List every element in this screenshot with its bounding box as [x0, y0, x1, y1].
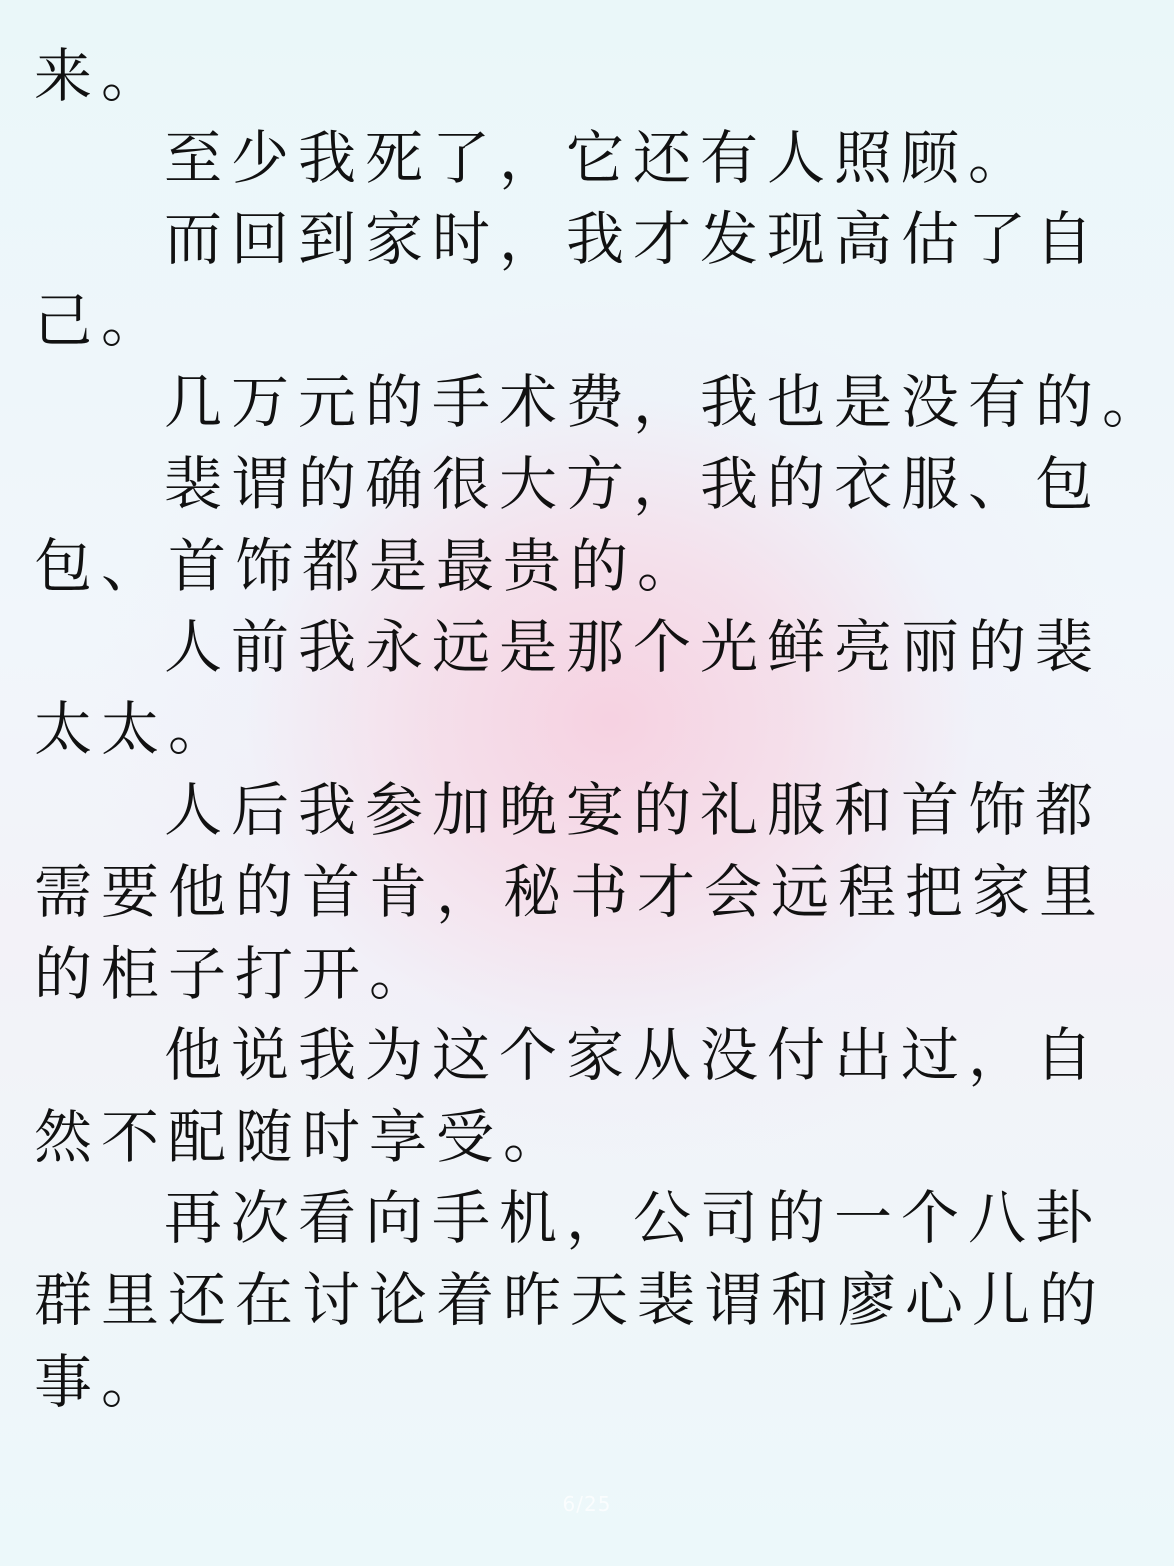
text-line: 他说我为这个家从没付出过，自 [164, 1021, 1103, 1090]
text-line: 包、首饰都是最贵的。 [34, 531, 705, 600]
text-line: 太太。 [34, 694, 236, 763]
text-line: 而回到家时，我才发现高估了自 [164, 205, 1103, 274]
text-line: 事。 [34, 1347, 169, 1416]
text-line: 来。 [34, 42, 169, 110]
text-line: 然不配随时享受。 [34, 1102, 571, 1171]
text-line: 再次看向手机，公司的一个八卦 [164, 1184, 1103, 1253]
text-line: 人后我参加晚宴的礼服和首饰都 [164, 776, 1103, 845]
text-line: 几万元的手术费，我也是没有的。 [164, 368, 1170, 437]
text-line: 己。 [34, 286, 169, 355]
text-line: 裴谓的确很大方，我的衣服、包 [164, 449, 1103, 518]
text-line: 的柜子打开。 [34, 939, 437, 1008]
story-text [34, 36, 1170, 1423]
text-line: 群里还在讨论着昨天裴谓和廖心儿的 [34, 1265, 1107, 1334]
text-line: 至少我死了，它还有人照顾。 [164, 123, 1036, 192]
text-line: 需要他的首肯，秘书才会远程把家里 [34, 857, 1107, 926]
page-indicator: 6/25 [562, 1492, 612, 1516]
text-line: 人前我永远是那个光鲜亮丽的裴 [164, 613, 1103, 682]
